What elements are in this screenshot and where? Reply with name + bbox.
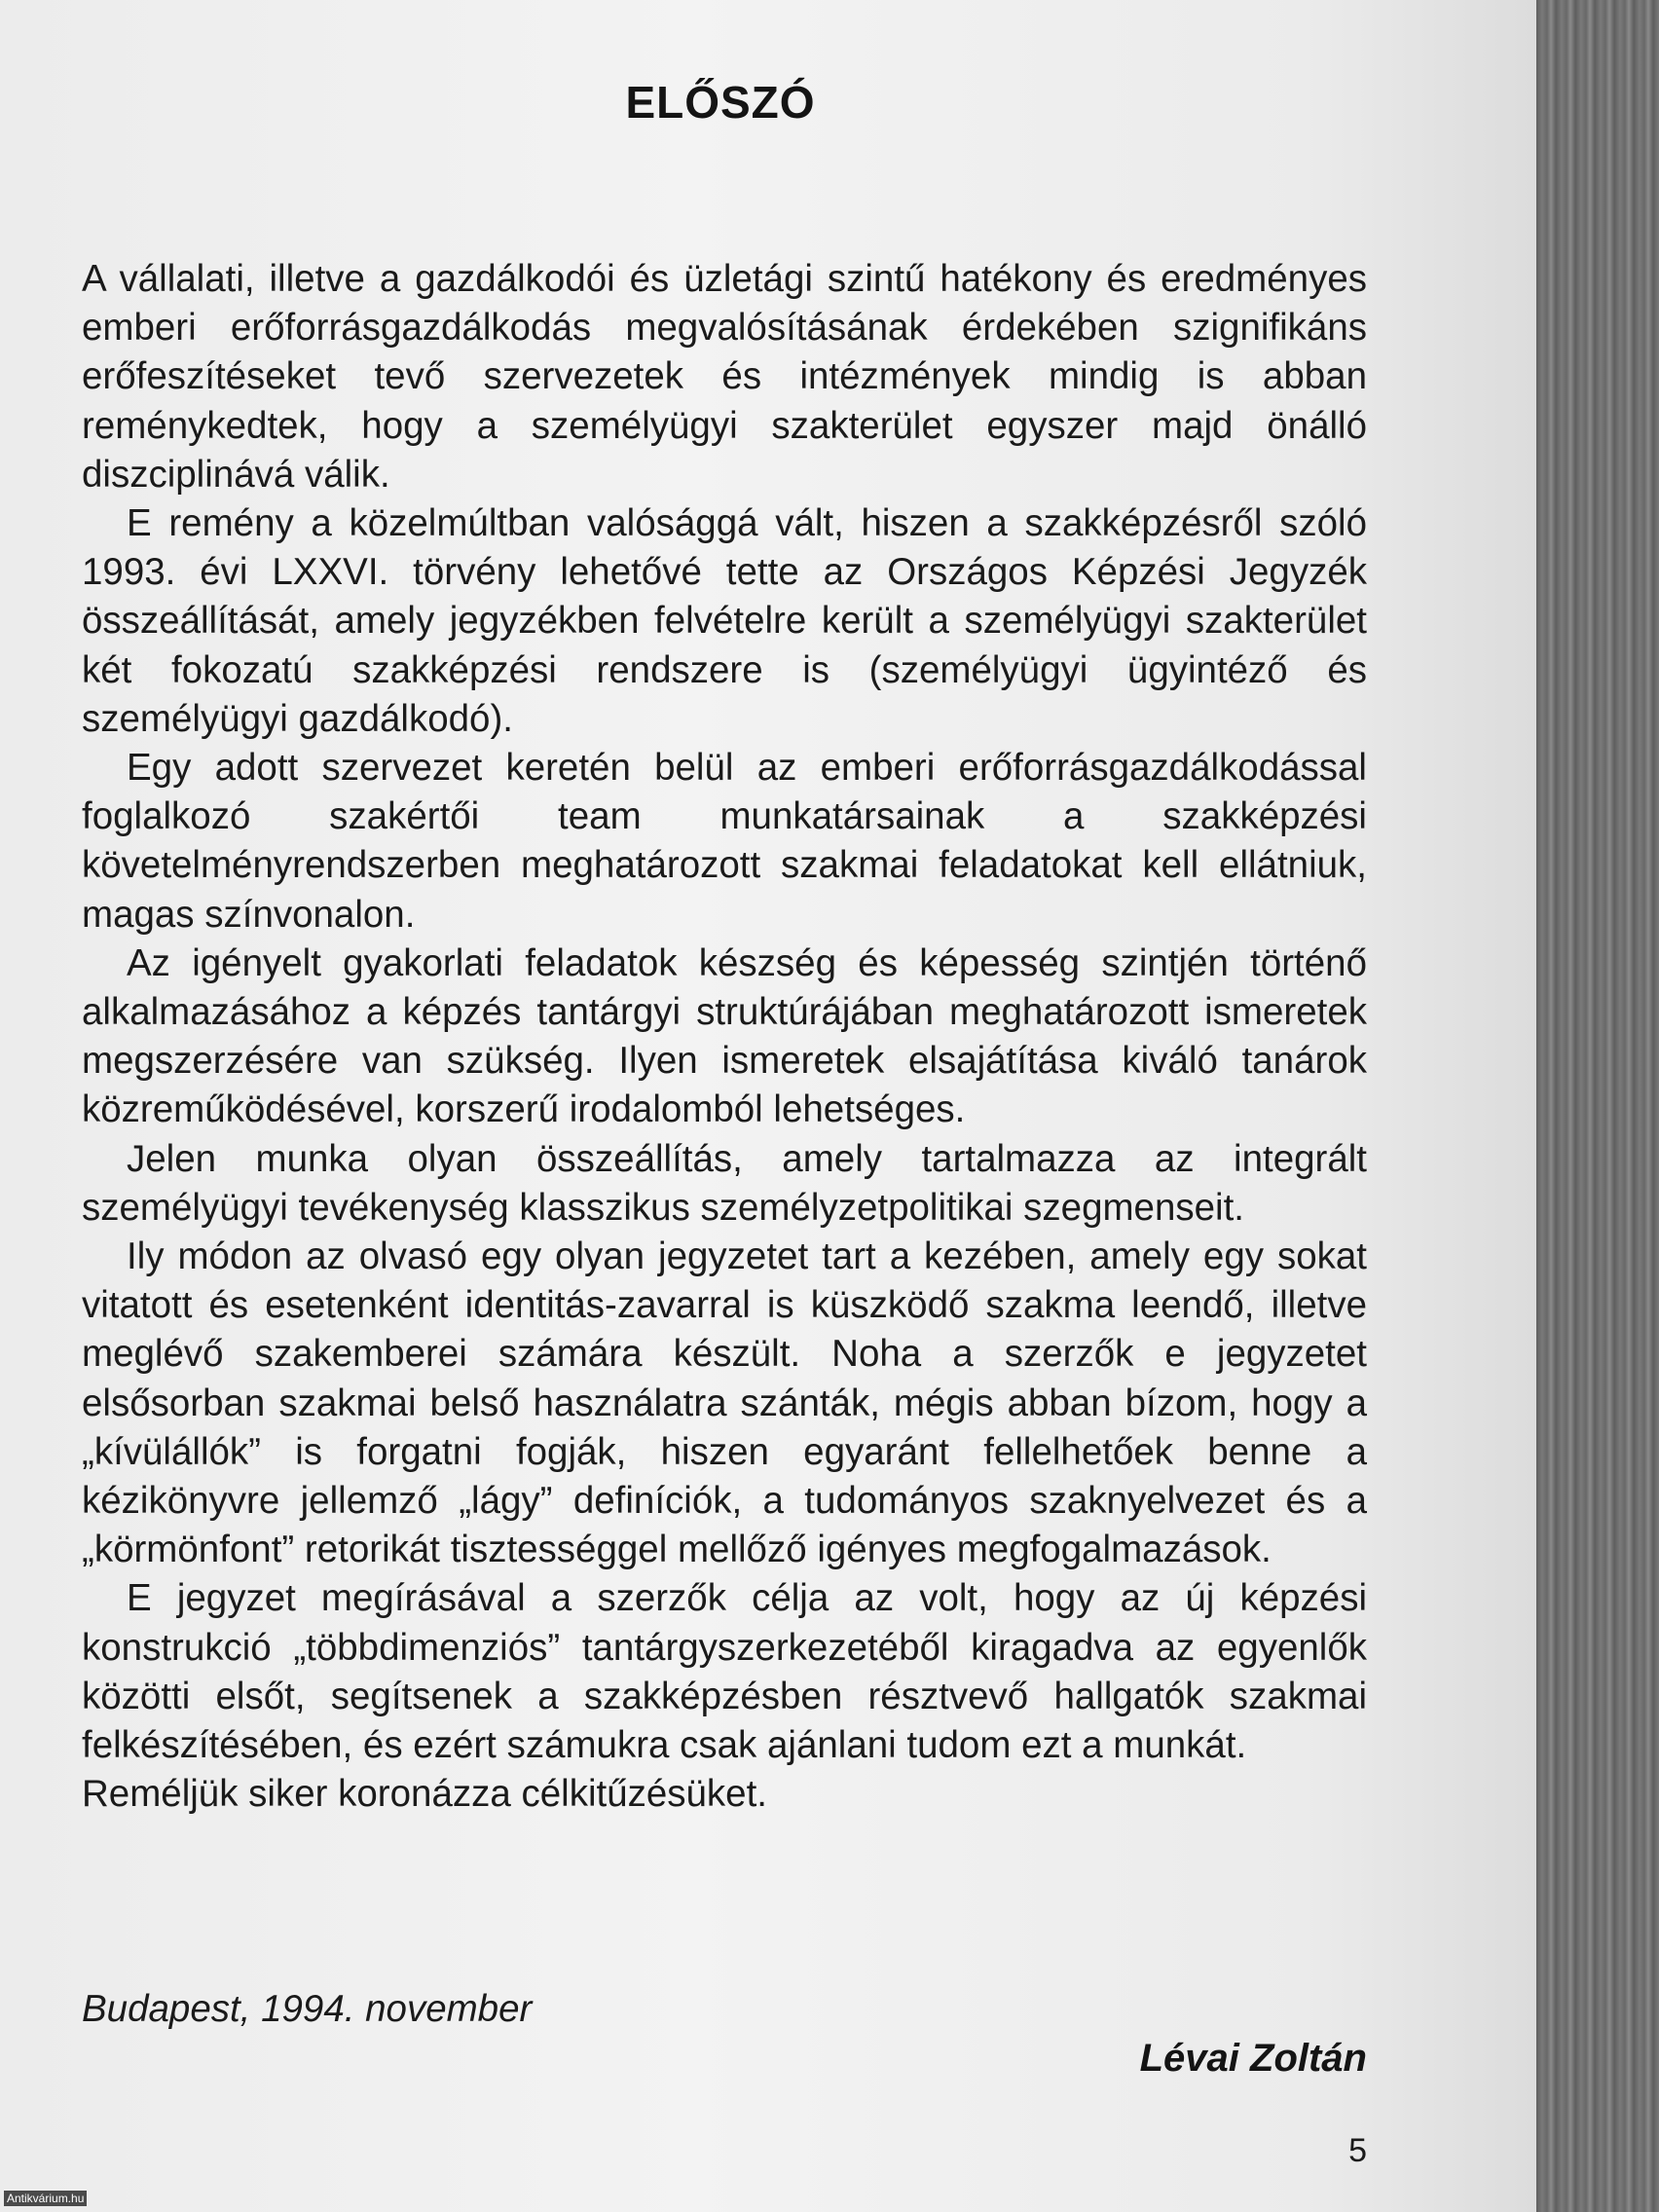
watermark: Antikvárium.hu	[4, 2191, 87, 2206]
paragraph: E remény a közelmúltban valósággá vált, hiszen a szakképzésről szóló 1993. évi LXXVI. törvény lehetővé tette az Országos Képzési Jegyzék összeállítását, amely jegyzékben felvételre került a személyügyi szakterület két fokozatú szakképzési rendszere is (személyügyi ügyintéző és személyügyi gazdálkodó).	[82, 502, 1367, 740]
paragraph: Egy adott szervezet keretén belül az emberi erőforrásgazdálkodással foglalkozó szakértői team munkatársainak a szakképzési követelményrendszerben meghatározott szakmai feladatokat kell ellátniuk, magas színvonalon.	[82, 747, 1367, 936]
page-stack-edge	[1536, 0, 1659, 2212]
paragraph: A vállalati, illetve a gazdálkodói és üzletági szintű hatékony és eredményes emberi erőforrásgazdálkodás megvalósításának érdekében szignifikáns erőfeszítéseket tevő szervezetek és intézmények mindig is abban reménykedtek, hogy a személyügyi szakterület egyszer majd önálló diszciplinává válik.	[82, 258, 1367, 496]
paragraph: E jegyzet megírásával a szerzők célja az volt, hogy az új képzési konstrukció „többdimenziós” tantárgyszerkezetéből kiragadva az egyenlők közötti elsőt, segítsenek a szakképzésben résztvevő hallgatók szakmai felkészítésében, és ezért számukra csak ajánlani tudom ezt a munkát.	[82, 1577, 1367, 1767]
author-signature: Lévai Zoltán	[1139, 2037, 1367, 2080]
paragraph: Jelen munka olyan összeállítás, amely tartalmazza az integrált személyügyi tevékenység klasszikus személyzetpolitikai szegmenseit.	[82, 1137, 1367, 1229]
page-number: 5	[1348, 2132, 1367, 2169]
preface-body	[82, 255, 1367, 1820]
paragraph: Reméljük siker koronázza célkitűzésüket.	[82, 1773, 767, 1816]
paragraph: Az igényelt gyakorlati feladatok készség és képesség szintjén történő alkalmazásához a képzés tantárgyi struktúrájában meghatározott ismeretek megszerzésére van szükség. Ilyen ismeretek elsajátítása kiváló tanárok közreműködésével, korszerű irodalomból lehetséges.	[82, 941, 1367, 1131]
place-and-date: Budapest, 1994. november	[82, 1988, 533, 2030]
page-title: ELŐSZÓ	[625, 77, 816, 128]
paragraph: Ily módon az olvasó egy olyan jegyzetet tart a kezében, amely egy sokat vitatott és esetenként identitás-zavarral is küszködő szakma leendő, illetve meglévő szakemberei számára készült. Noha a szerzők e jegyzetet elsősorban szakmai belső használatra szánták, mégis abban bízom, hogy a „kívülállók” is forgatni fogják, hiszen egyaránt fellelhetőek benne a kézikönyvre jellemző „lágy” definíciók, a tudományos szaknyelvezet és a „körmönfont” retorikát tisztességgel mellőző igényes megfogalmazások.	[82, 1235, 1367, 1571]
